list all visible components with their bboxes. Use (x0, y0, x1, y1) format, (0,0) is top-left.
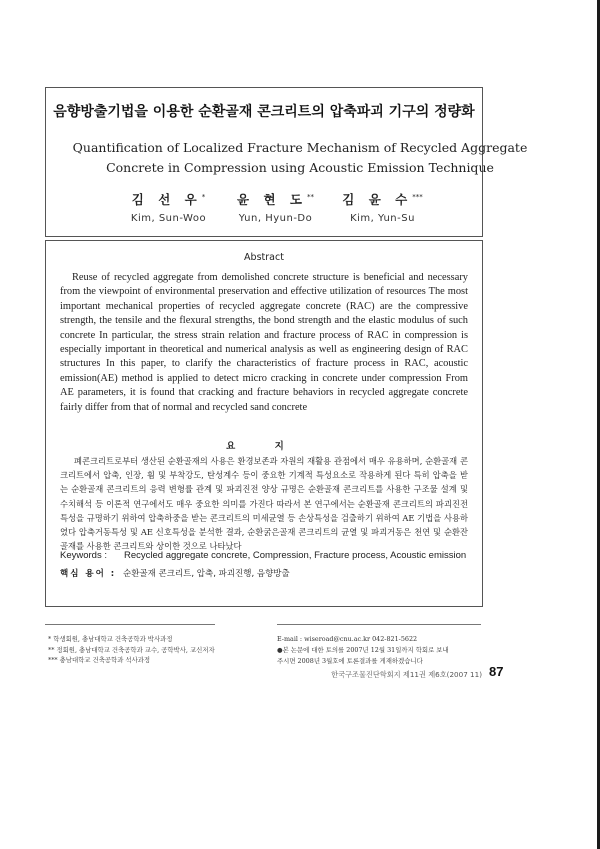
author-list (115, 190, 436, 224)
author-1-name-ko: 김 선 우 (131, 192, 202, 207)
author-1-name-en: Kim, Sun-Woo (130, 213, 207, 224)
keywords-en-value: Recycled aggregate concrete, Compression, Fracture process, Acoustic emission (124, 550, 467, 561)
author-2 (222, 190, 329, 224)
yoji-text: 폐콘크리트로부터 생산된 순환골재의 사용은 환경보존과 자원의 재활용 관점에서 매우 유용하며, 순환골재 콘크리트에서 압축, 인장, 휨 및 부착강도, 탄성계수 등이 중요한 기계적 특성요소로 작용하게 된다 특히 압축을 받는 순환골재 콘크리트의 응력 변형률 관계 및 파괴진전 양상 규명은 순환골재 콘크리트를 사용한 구조물 설계 및 수치해석 등 이론적 연구에서도 매우 중요한 의미를 가진다 따라서 본 연구에서는 순환골재 콘크리트의 파괴진전특성을 규명하기 위하여 압축하중을 받는 콘크리트의 미세균열 등 손상특성을 검출하기 위하여 AE 기법을 사용하였다 압축거동특성 및 AE 신호특성을 분석한 결과, 순환굵은골재 콘크리트의 균열 및 파괴거동은 천연 및 순환잔골재를 사용한 콘크리트와 상이한 것으로 나타났다 (60, 456, 468, 552)
author-1 (115, 190, 222, 224)
footnotes-right (277, 634, 449, 667)
author-2-mark: ** (306, 192, 314, 201)
footnote-rule-right (277, 624, 481, 625)
author-3-mark: *** (412, 192, 423, 201)
keywords-en-label: Keywords : (60, 550, 107, 561)
footnote-discussion-2: 주시면 2008년 3월호에 토론결과를 게재하겠습니다 (277, 657, 423, 665)
keywords-ko-label: 핵심 용어 : (60, 569, 117, 579)
footnote-email: E-mail : wiseroad@cnu.ac.kr 042-821-5622 (277, 635, 418, 643)
abstract-heading: Abstract (244, 252, 284, 263)
abstract-box (45, 240, 483, 607)
footnotes-left (48, 634, 215, 666)
title-english-line2: Concrete in Compression using Acoustic Emission Technique (106, 160, 494, 175)
title-english (0, 138, 600, 178)
keywords-ko (60, 567, 290, 579)
footnote-1: * 학생회원, 충남대학교 건축공학과 박사과정 (48, 635, 173, 643)
author-1-mark: * (201, 192, 206, 201)
footnote-3: *** 충남대학교 건축공학과 석사과정 (48, 656, 151, 664)
footnote-discussion-1: ●본 논문에 대한 토의를 2007년 12월 31일까지 학회로 보내 (277, 646, 449, 654)
keywords-en (60, 550, 466, 561)
page-number: 87 (489, 664, 504, 679)
footnote-rule-left (45, 624, 215, 625)
title-english-line1: Quantification of Localized Fracture Mechanism of Recycled Aggregate (72, 140, 528, 155)
keywords-ko-value: 순환골재 콘크리트, 압축, 파괴진행, 음향방출 (123, 569, 290, 579)
author-3 (329, 190, 436, 224)
yoji-heading: 요 지 (226, 441, 302, 452)
author-2-name-ko: 윤 현 도 (237, 192, 307, 207)
author-3-name-en: Kim, Yun-Su (350, 213, 415, 224)
journal-footer: 한국구조물진단학회지 제11권 제6호(2007 11) (331, 670, 482, 679)
footnote-2: ** 정회원, 충남대학교 건축공학과 교수, 공학박사, 교신저자 (48, 645, 215, 654)
author-3-name-ko: 김 윤 수 (342, 192, 413, 207)
title-korean: 음향방출기법을 이용한 순환골재 콘크리트의 압축파괴 기구의 정량화 (53, 104, 475, 120)
author-2-name-en: Yun, Hyun-Do (238, 213, 313, 224)
abstract-text: Reuse of recycled aggregate from demolished concrete structure is beneficial and necessary from the viewpoint of environmental preservation and effective utilization of resources The most important mechanical properties of recycled aggregate concrete (RAC) are the compressive strength, the tensile and the flexural strengths, the bond strength and the elastic modulus of such concrete In particular, the stress strain relation and fracture process of RAC in compression is especially important in theoretical and numerical analysis as well as engineering design of RAC structures In this paper, to clarify the characteristics of fracture process in RAC, acoustic emission(AE) method is applied to detect micro cracking in concrete under compression From AE parameters, it is found that cracking and fracture behaviors in recycled aggregate concrete fairly differ from that of normal and recycled sand concrete (60, 272, 468, 413)
